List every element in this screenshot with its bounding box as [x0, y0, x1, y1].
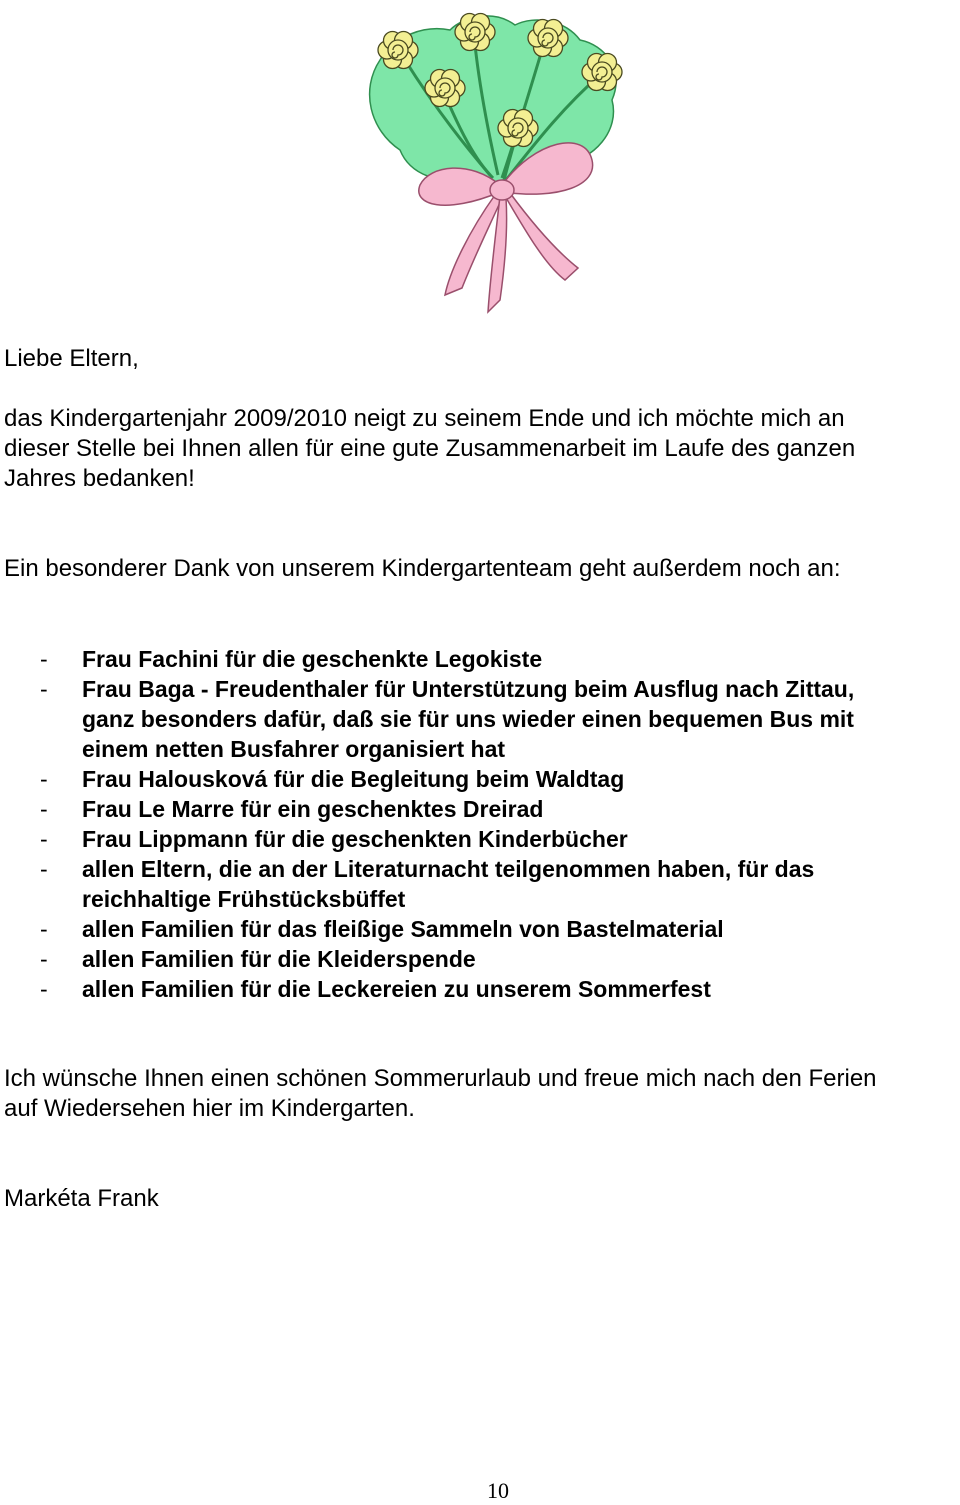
thanks-item-text: allen Familien für die Kleiderspende: [82, 946, 476, 972]
thanks-item-text: allen Familien für das fleißige Sammeln von Bastelmaterial: [82, 916, 724, 942]
rose: [582, 54, 622, 91]
letter-greeting: Liebe Eltern,: [4, 345, 139, 372]
rose: [378, 32, 418, 69]
list-bullet: -: [40, 856, 48, 882]
thanks-item-text: allen Eltern, die an der Literaturnacht teilgenommen haben, für das reichhaltige Frühstücksbüffet: [82, 856, 815, 912]
thanks-item-text: Frau Baga - Freudenthaler für Unterstützung beim Ausflug nach Zittau, ganz besonders dafür, daß sie für uns wieder einen bequemen Bus mit einem netten Busfahrer organisiert hat: [82, 676, 855, 762]
thanks-list: [0, 644, 960, 1004]
thanks-item-text: allen Familien für die Leckereien zu unserem Sommerfest: [82, 976, 711, 1002]
rose: [425, 70, 465, 107]
thanks-intro-paragraph: Ein besonderer Dank von unserem Kindergartenteam geht außerdem noch an:: [4, 555, 841, 582]
closing-paragraph: Ich wünsche Ihnen einen schönen Sommerurlaub und freue mich nach den Ferien auf Wiedersehen hier im Kindergarten.: [4, 1065, 877, 1122]
rose: [498, 110, 538, 147]
thanks-list-item: [0, 674, 960, 764]
list-bullet: -: [40, 976, 48, 1002]
list-bullet: -: [40, 826, 48, 852]
list-bullet: -: [40, 646, 48, 672]
letter-intro-paragraph: das Kindergartenjahr 2009/2010 neigt zu seinem Ende und ich möchte mich an dieser Stelle bei Ihnen allen für eine gute Zusammenarbeit im Laufe des ganzen Jahres bedanken!: [4, 405, 856, 492]
page-number: 10: [487, 1478, 509, 1503]
list-bullet: -: [40, 916, 48, 942]
thanks-list-item: [0, 794, 960, 824]
thanks-item-text: Frau Le Marre für ein geschenktes Dreirad: [82, 796, 544, 822]
signature: Markéta Frank: [4, 1185, 159, 1212]
rose: [455, 14, 495, 51]
thanks-item-text: Frau Fachini für die geschenkte Legokiste: [82, 646, 543, 672]
list-bullet: -: [40, 796, 48, 822]
thanks-list-item: [0, 824, 960, 854]
thanks-list-item: [0, 944, 960, 974]
list-bullet: -: [40, 946, 48, 972]
thanks-list-item: [0, 644, 960, 674]
thanks-list-item: [0, 764, 960, 794]
list-bullet: -: [40, 766, 48, 792]
thanks-item-text: Frau Lippmann für die geschenkten Kinderbücher: [82, 826, 628, 852]
flower-bouquet-illustration: [350, 0, 640, 320]
thanks-list-item: [0, 854, 960, 914]
thanks-list-item: [0, 974, 960, 1004]
rose: [528, 20, 568, 57]
thanks-list-item: [0, 914, 960, 944]
list-bullet: -: [40, 676, 48, 702]
thanks-item-text: Frau Halousková für die Begleitung beim Waldtag: [82, 766, 625, 792]
